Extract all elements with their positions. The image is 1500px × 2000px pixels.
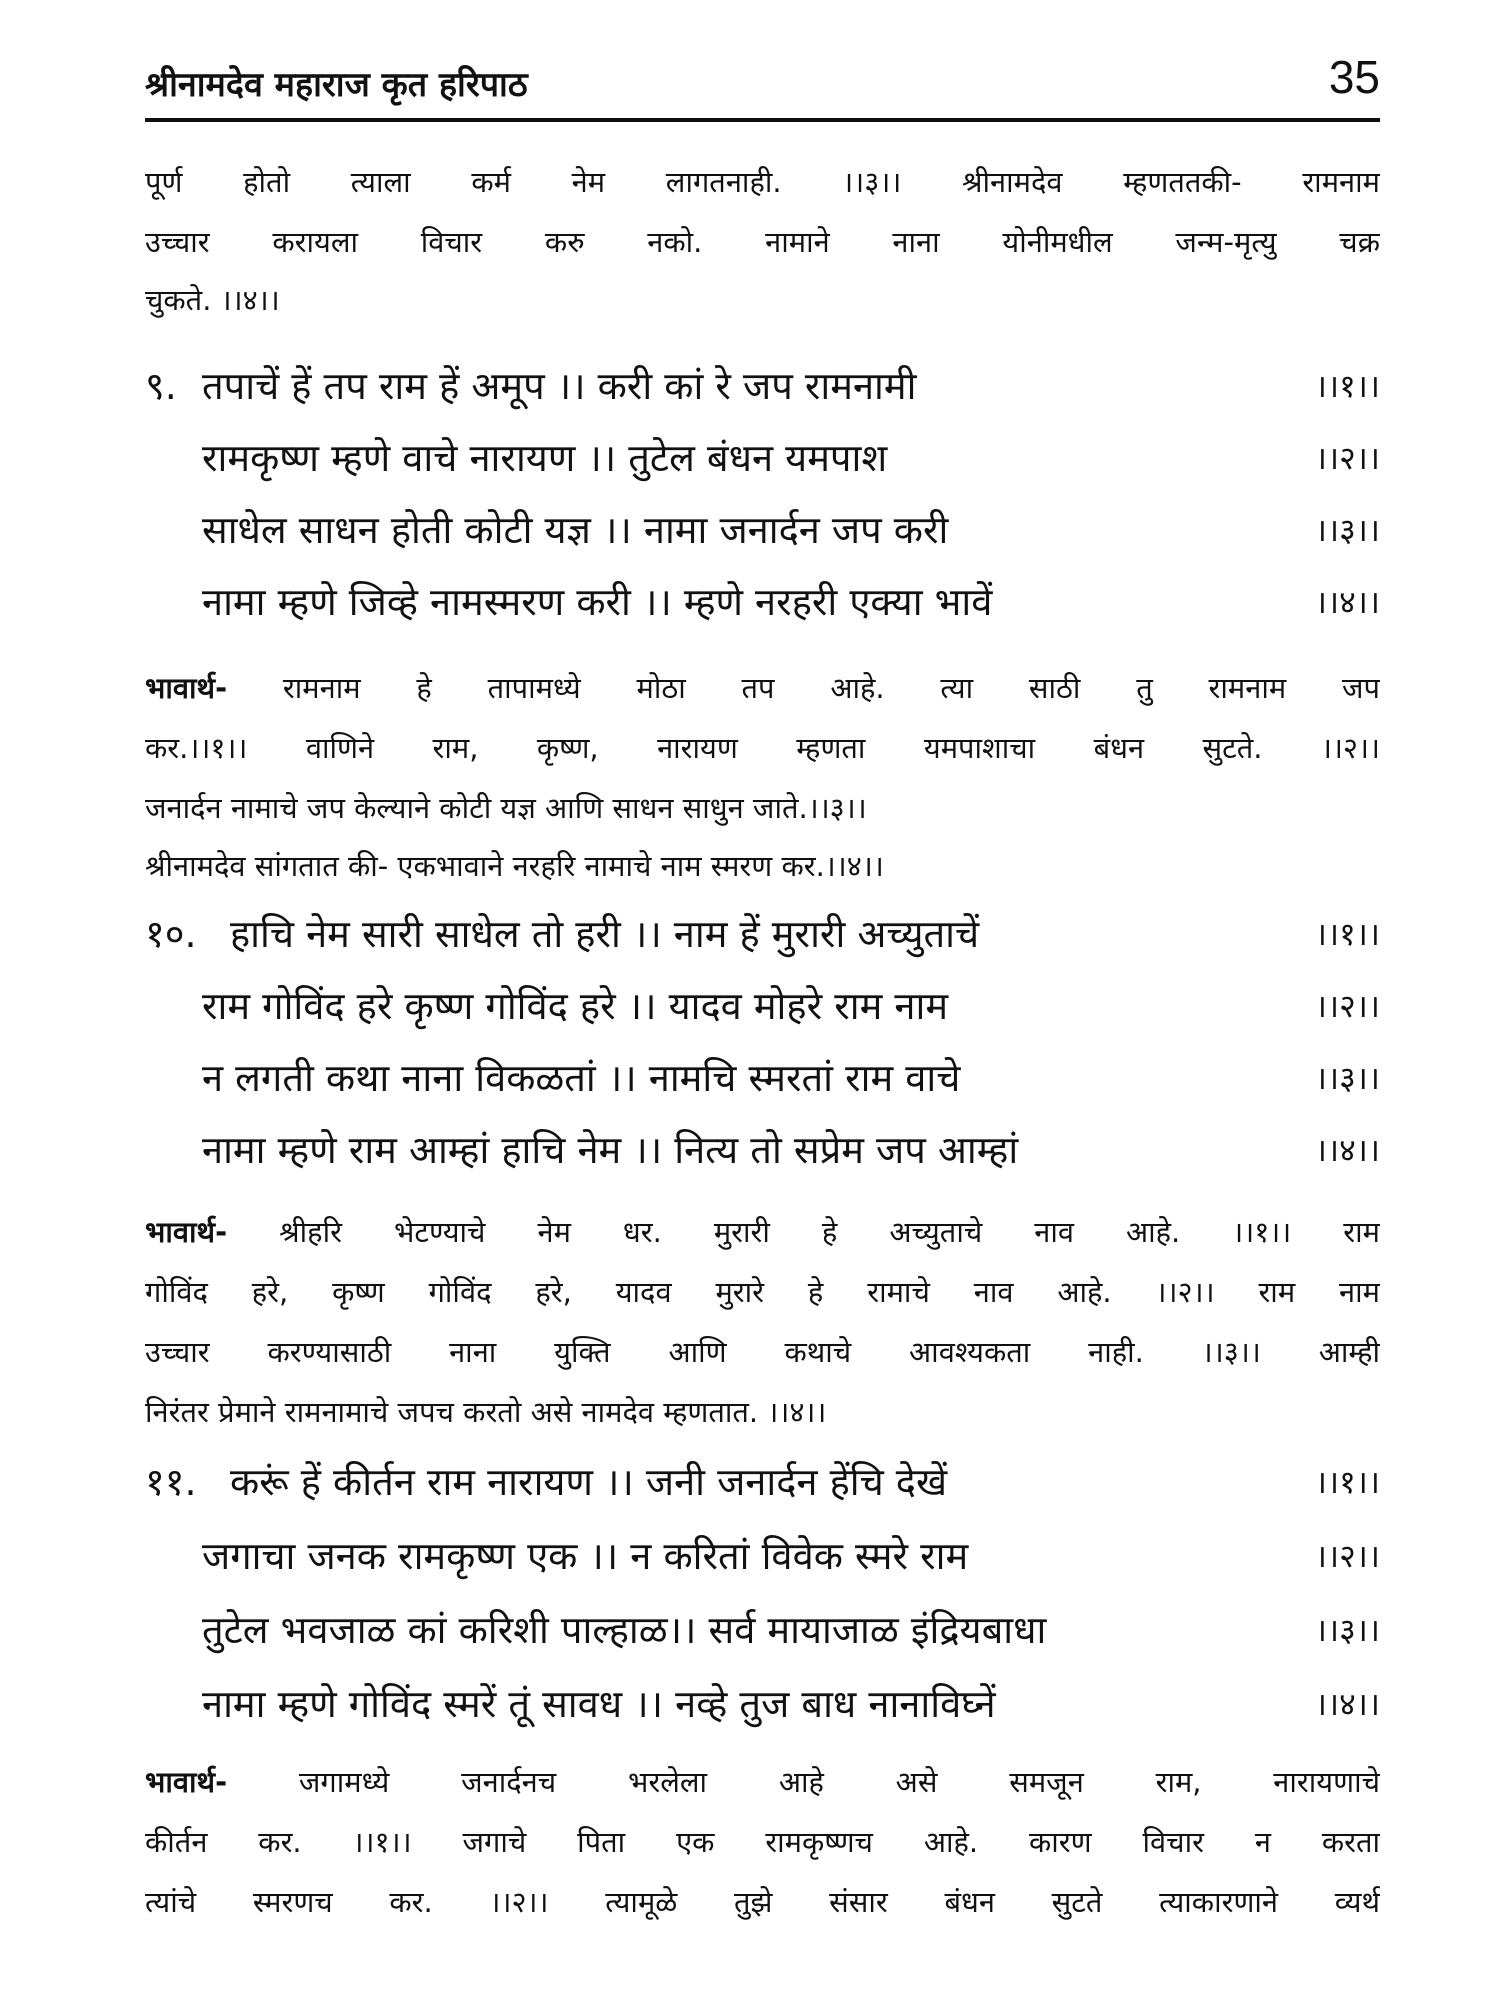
verse-text: हाचि नेम सारी साधेल तो हरी ।। नाम हें मुरारी अच्युताचें: [230, 912, 980, 956]
verse-marker: ।।३।।: [1314, 511, 1380, 549]
verse-line: [145, 504, 1380, 556]
meaning-text: जगामध्ये जनार्दनच भरलेला आहे असे समजून राम, नारायणाचे: [298, 1765, 1380, 1799]
verse-marker: ।।१।।: [1314, 367, 1380, 405]
verse-marker: ।।३।।: [1314, 1059, 1380, 1097]
verse-line: [145, 360, 1380, 412]
verse-text: तुटेल भवजाळ कां करिशी पाल्हाळ।। सर्व मायाजाळ इंद्रियबाधा: [202, 1608, 1047, 1652]
meaning-line: त्यांचे स्मरणच कर. ।।२।। त्यामूळे तुझे संसार बंधन सुटते त्याकारणाने व्यर्थ: [145, 1885, 1380, 1919]
header-divider: [145, 118, 1380, 122]
verse-text: तपाचें हें तप राम हें अमूप ।। करी कां रे जप रामनामी: [202, 364, 917, 408]
verse-text: राम गोविंद हरे कृष्ण गोविंद हरे ।। यादव मोहरे राम नाम: [202, 984, 949, 1028]
meaning-line: [145, 1762, 1380, 1802]
page-header: [145, 44, 1380, 120]
verse-line: [145, 432, 1380, 484]
meaning-label: भावार्थ-: [145, 1215, 228, 1249]
verse-marker: ।।४।।: [1314, 1685, 1380, 1723]
verse-marker: ।।३।।: [1314, 1611, 1380, 1649]
verse-line: [145, 1678, 1380, 1730]
verse-line: [145, 980, 1380, 1032]
verse-line: [145, 576, 1380, 628]
book-title: श्रीनामदेव महाराज कृत हरिपाठ: [145, 65, 528, 105]
verse-marker: ।।२।।: [1314, 987, 1380, 1025]
meaning-line: कीर्तन कर. ।।१।। जगाचे पिता एक रामकृष्णच आहे. कारण विचार न करता: [145, 1825, 1380, 1859]
verse-line: [145, 1052, 1380, 1104]
verse-text: नामा म्हणे राम आम्हां हाचि नेम ।। नित्य तो सप्रेम जप आम्हां: [202, 1128, 1019, 1172]
verse-number: १०.: [145, 912, 197, 956]
verse-marker: ।।२।।: [1314, 439, 1380, 477]
verse-marker: ।।४।।: [1314, 1131, 1380, 1169]
verse-line: [145, 1604, 1380, 1656]
verse-line: [145, 1456, 1380, 1508]
verse-text: जगाचा जनक रामकृष्ण एक ।। न करितां विवेक स्मरे राम: [202, 1534, 969, 1578]
verse-text: नामा म्हणे गोविंद स्मरें तूं सावध ।। नव्हे तुज बाध नानाविघ्नें: [202, 1682, 996, 1726]
verse-number: ११.: [145, 1460, 197, 1504]
meaning-line: [145, 1212, 1380, 1252]
meaning-text: श्रीहरि भेटण्याचे नेम धर. मुरारी हे अच्युताचे नाव आहे. ।।१।। राम: [279, 1215, 1380, 1249]
meaning-text: रामनाम हे तापामध्ये मोठा तप आहे. त्या साठी तु रामनाम जप: [282, 671, 1380, 705]
verse-text: न लगती कथा नाना विकळतां ।। नामचि स्मरतां राम वाचे: [202, 1056, 961, 1100]
meaning-label: भावार्थ-: [145, 1765, 228, 1799]
meaning-line: कर.।।१।। वाणिने राम, कृष्ण, नारायण म्हणता यमपाशाचा बंधन सुटते. ।।२।।: [145, 731, 1380, 765]
meaning-line: जनार्दन नामाचे जप केल्याने कोटी यज्ञ आणि साधन साधुन जाते.।।३।।: [145, 791, 867, 825]
meaning-line: श्रीनामदेव सांगतात की- एकभावाने नरहरि नामाचे नाम स्मरण कर.।।४।।: [145, 849, 884, 883]
meaning-label: भावार्थ-: [145, 671, 228, 705]
verse-line: [145, 908, 1380, 960]
intro-line: चुकते. ।।४।।: [145, 283, 280, 317]
verse-marker: ।।२।।: [1314, 1537, 1380, 1575]
intro-line: उच्चार करायला विचार करु नको. नामाने नाना योनीमधील जन्म-मृत्यु चक्र: [145, 225, 1380, 259]
meaning-line: निरंतर प्रेमाने रामनामाचे जपच करतो असे नामदेव म्हणतात. ।।४।।: [145, 1395, 827, 1429]
verse-marker: ।।४।।: [1314, 583, 1380, 621]
verse-text: साधेल साधन होती कोटी यज्ञ ।। नामा जनार्दन जप करी: [202, 508, 949, 552]
meaning-line: उच्चार करण्यासाठी नाना युक्ति आणि कथाचे आवश्यकता नाही. ।।३।। आम्ही: [145, 1335, 1380, 1369]
verse-marker: ।।१।।: [1314, 915, 1380, 953]
verse-text: नामा म्हणे जिव्हे नामस्मरण करी ।। म्हणे नरहरी एक्या भावें: [202, 580, 993, 624]
verse-text: रामकृष्ण म्हणे वाचे नारायण ।। तुटेल बंधन यमपाश: [202, 436, 888, 480]
page-number: 35: [1328, 51, 1380, 103]
meaning-line: [145, 668, 1380, 708]
verse-text: करूं हें कीर्तन राम नारायण ।। जनी जनार्दन हेंचि देखें: [230, 1460, 948, 1504]
meaning-line: गोविंद हरे, कृष्ण गोविंद हरे, यादव मुरारे हे रामाचे नाव आहे. ।।२।। राम नाम: [145, 1275, 1380, 1309]
verse-line: [145, 1124, 1380, 1176]
verse-number: ९.: [145, 364, 177, 408]
intro-line: पूर्ण होतो त्याला कर्म नेम लागतनाही. ।।३।। श्रीनामदेव म्हणततकी- रामनाम: [145, 165, 1380, 199]
verse-marker: ।।१।।: [1314, 1463, 1380, 1501]
verse-line: [145, 1530, 1380, 1582]
